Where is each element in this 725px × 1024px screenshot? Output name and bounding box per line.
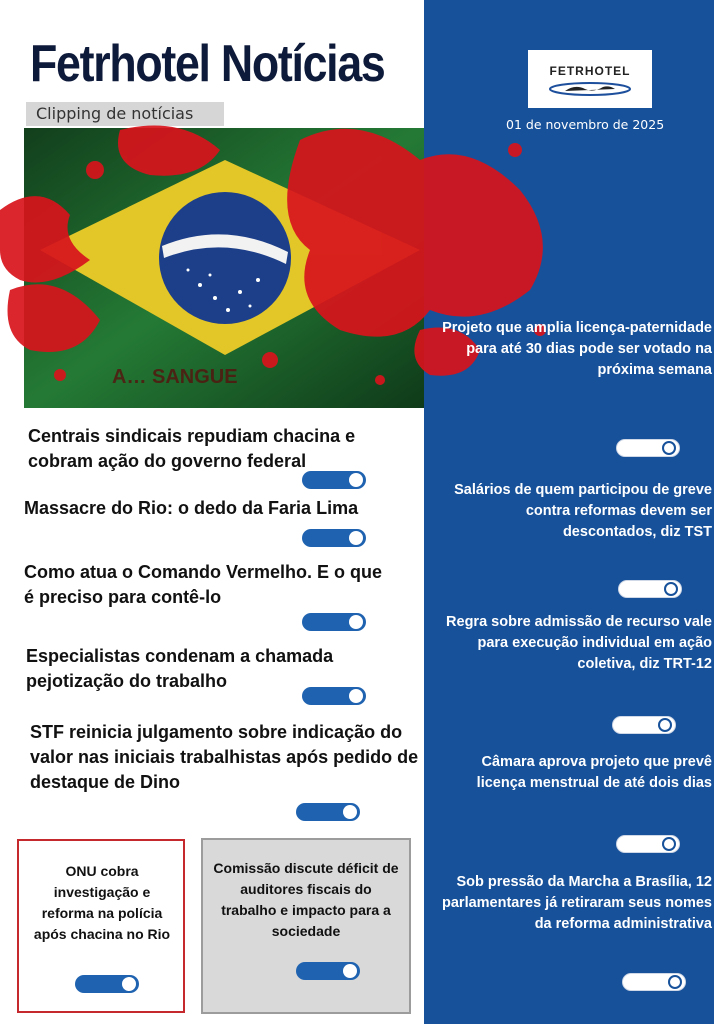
issue-date: 01 de novembro de 2025 xyxy=(506,117,665,132)
logo-text: FETRHOTEL xyxy=(549,64,631,78)
highlight-box-red xyxy=(17,839,185,1013)
toggle-icon[interactable] xyxy=(75,975,139,993)
box-headline-1[interactable]: ONU cobra investigação e reforma na polícia após chacina no Rio xyxy=(33,863,171,942)
box-headline-2[interactable]: Comissão discute déficit de auditores fiscais do trabalho e impacto para a sociedade xyxy=(213,860,399,939)
logo-swoosh-icon xyxy=(545,80,635,98)
toggle-icon[interactable] xyxy=(296,803,360,821)
toggle-icon[interactable] xyxy=(302,613,366,631)
toggle-icon[interactable] xyxy=(612,716,676,734)
toggle-icon[interactable] xyxy=(616,835,680,853)
right-headline-3[interactable]: Regra sobre admissão de recurso vale para execução individual em ação coletiva, diz TRT-12 xyxy=(446,614,712,672)
newsletter-title: Fetrhotel Notícias xyxy=(30,35,385,93)
right-headline-4[interactable]: Câmara aprova projeto que prevê licença menstrual de até dois dias xyxy=(476,754,712,791)
news-headline-1[interactable]: Centrais sindicais repudiam chacina e cobram ação do governo federal xyxy=(28,426,356,471)
toggle-icon[interactable] xyxy=(302,529,366,547)
right-headline-1[interactable]: Projeto que amplia licença-paternidade para até 30 dias pode ser votado na próxima semana xyxy=(442,320,712,378)
fetrhotel-logo xyxy=(528,50,652,108)
highlight-box-gray xyxy=(201,838,411,1014)
news-headline-5[interactable]: STF reinicia julgamento sobre indicação do valor nas iniciais trabalhistas após pedido de destaque de Dino xyxy=(30,722,419,792)
news-headline-3[interactable]: Como atua o Comando Vermelho. E o que é preciso para contê-lo xyxy=(24,562,383,607)
news-headline-4[interactable]: Especialistas condenam a chamada pejotização do trabalho xyxy=(26,646,334,691)
toggle-icon[interactable] xyxy=(302,471,366,489)
toggle-icon[interactable] xyxy=(296,962,360,980)
newsletter-subtitle: Clipping de notícias xyxy=(26,102,224,126)
news-headline-2[interactable]: Massacre do Rio: o dedo da Faria Lima xyxy=(24,498,359,518)
toggle-icon[interactable] xyxy=(616,439,680,457)
hero-caption: A… SANGUE xyxy=(112,366,238,388)
toggle-icon[interactable] xyxy=(302,687,366,705)
right-headline-5[interactable]: Sob pressão da Marcha a Brasília, 12 parlamentares já retiraram seus nomes da reforma administrativa xyxy=(442,874,712,932)
toggle-icon[interactable] xyxy=(622,973,686,991)
toggle-icon[interactable] xyxy=(618,580,682,598)
right-headline-2[interactable]: Salários de quem participou de greve contra reformas devem ser descontados, diz TST xyxy=(454,482,712,540)
